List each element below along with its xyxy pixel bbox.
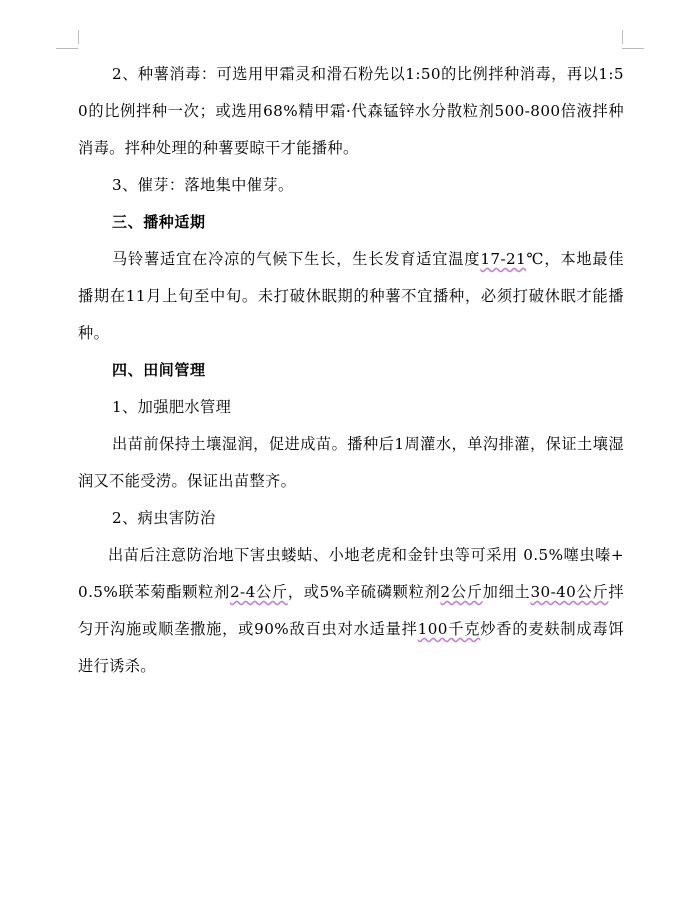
pest-text-b: ，或5%辛硫磷颗粒剂 — [287, 583, 441, 601]
paragraph-sprouting: 3、催芽：落地集中催芽。 — [112, 176, 294, 194]
paragraph-seed-disinfection: 2、种薯消毒：可选用甲霜灵和滑石粉先以1:50的比例拌种消毒，再以1:50的比例拌种一次；或选用68%精甲霜·代森锰锌水分散粒剂500-800倍液拌种消毒。拌种处理的种薯要晾干才能播种。 — [78, 65, 624, 157]
crop-mark-top-right-h — [622, 48, 644, 49]
crop-mark-top-left-h — [56, 48, 78, 49]
paragraph-sowing-text-b: ℃，本地最佳播期在11月上旬至中旬。未打破休眠期的种薯不宜播种，必须打破休眠才能播种。 — [78, 250, 625, 342]
dosage-3: 30-40公斤 — [530, 583, 609, 601]
crop-mark-top-right-v — [622, 30, 623, 44]
dosage-2: 2公斤 — [440, 583, 483, 601]
dosage-1: 2-4公斤 — [229, 583, 288, 601]
subheading-fertilizer-water: 1、加强肥水管理 — [112, 398, 232, 416]
dosage-4: 100千克 — [417, 620, 481, 638]
paragraph-pest-control — [78, 537, 624, 685]
pest-text-c: 加细土 — [482, 583, 531, 601]
paragraph-sowing-period — [78, 241, 624, 352]
pest-text-a: 出苗后注意防治地下害虫蝼蛄、小地老虎和金针虫等可采用 0.5%噻虫嗪+0.5%联苯菊酯颗粒剂 — [78, 546, 624, 601]
crop-mark-top-left-v — [78, 30, 79, 44]
paragraph-fertilizer-water: 出苗前保持土壤湿润，促进成苗。播种后1周灌水，单沟排灌，保证土壤湿润又不能受涝。保证出苗整齐。 — [78, 435, 624, 490]
document-page — [78, 56, 624, 685]
pest-text-e: 炒香的麦麸制成毒饵进行诱杀。 — [78, 620, 624, 675]
subheading-pest-control: 2、病虫害防治 — [112, 509, 216, 527]
heading-sowing-period: 三、播种适期 — [112, 213, 206, 231]
heading-field-management: 四、田间管理 — [112, 361, 206, 379]
pest-text-d: 拌匀开沟施或顺垄撒施，或90%敌百虫对水适量拌 — [78, 583, 624, 638]
temperature-range: 17-21 — [480, 250, 527, 268]
paragraph-sowing-text-a: 马铃薯适宜在冷凉的气候下生长，生长发育适宜温度 — [112, 250, 481, 268]
